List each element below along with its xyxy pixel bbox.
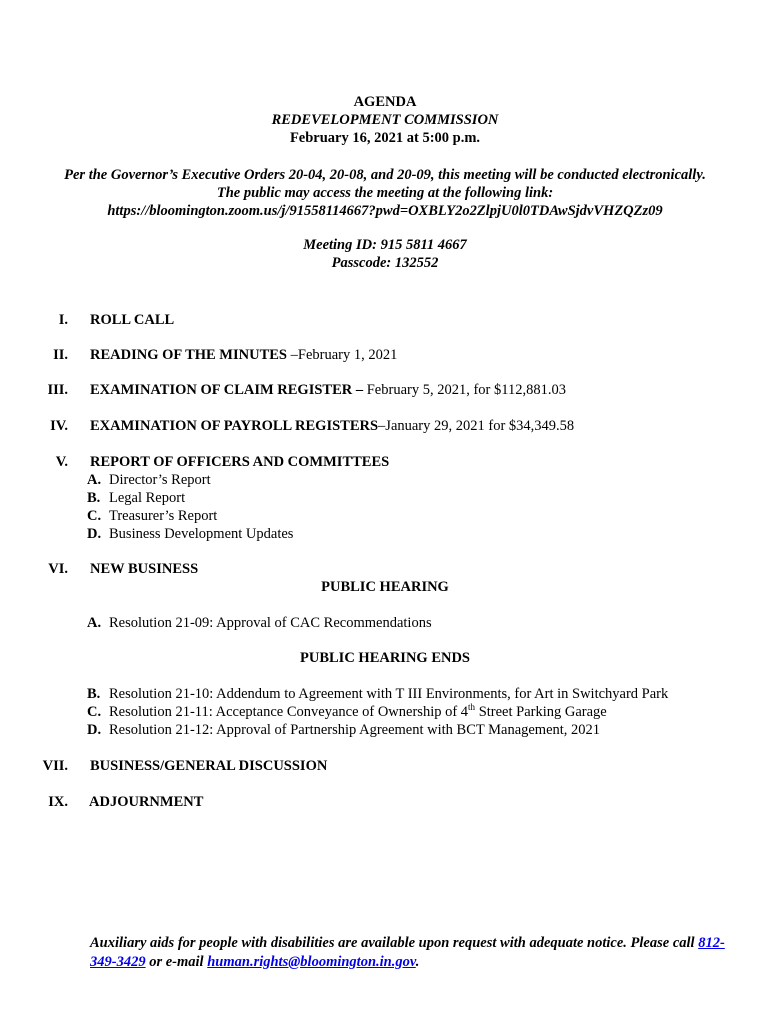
item-number: II. <box>53 347 68 363</box>
sub-item-resolution-21-10 <box>87 685 668 703</box>
sub-item-letter: D. <box>87 526 102 542</box>
ordinal-suffix: th <box>468 702 476 713</box>
meeting-date: February 16, 2021 at 5:00 p.m. <box>289 130 481 146</box>
item-title: BUSINESS/GENERAL DISCUSSION <box>90 758 328 774</box>
item-number: VI. <box>48 561 68 577</box>
meeting-id: Meeting ID: 915 5811 4667 <box>303 237 467 253</box>
item-number: V. <box>55 454 68 470</box>
item-title: READING OF THE MINUTES <box>90 347 287 363</box>
zoom-link[interactable]: https://bloomington.zoom.us/j/91558114667?pwd=OXBLY2o2ZlpjU0l0TDAwSjdvVHZQZz09 <box>107 203 663 219</box>
sub-item-text: Director’s Report <box>109 472 211 488</box>
sub-item-letter: C. <box>87 508 102 524</box>
notice-text-email: or e-mail <box>145 953 208 970</box>
sub-item-legal-report <box>87 489 185 507</box>
agenda-title: AGENDA <box>353 94 417 110</box>
sub-item-letter: A. <box>87 615 102 631</box>
item-title: ROLL CALL <box>90 312 175 328</box>
sub-item-letter: C. <box>87 704 102 720</box>
electronic-meeting-notice <box>0 166 770 220</box>
meeting-passcode: Passcode: 132552 <box>331 255 439 271</box>
email-link[interactable]: human.rights@bloomington.in.gov <box>207 953 416 970</box>
item-number: IX. <box>48 794 68 810</box>
item-title: REPORT OF OFFICERS AND COMMITTEES <box>90 454 390 470</box>
public-hearing-heading: PUBLIC HEARING <box>321 579 449 595</box>
public-access-line: The public may access the meeting at the following link: <box>216 185 554 201</box>
item-title: EXAMINATION OF CLAIM REGISTER – <box>90 382 364 398</box>
sub-item-text: Resolution 21-12: Approval of Partnership Agreement with BCT Management, 2021 <box>109 722 601 738</box>
notice-text: Auxiliary aids for people with disabilities are available upon request with adequate notice. Please call <box>90 935 699 951</box>
executive-orders-line: Per the Governor’s Executive Orders 20-04, 20-08, and 20-09, this meeting will be conducted electronically. <box>64 167 706 183</box>
public-hearing-ends-heading: PUBLIC HEARING ENDS <box>300 650 470 666</box>
item-detail: –January 29, 2021 for $34,349.58 <box>378 418 575 434</box>
item-number: III. <box>47 382 68 398</box>
sub-item-text-end: Street Parking Garage <box>475 704 607 720</box>
item-number: I. <box>58 312 68 328</box>
item-title: NEW BUSINESS <box>90 561 199 577</box>
meeting-credentials <box>0 236 770 272</box>
agenda-header <box>0 93 770 147</box>
sub-item-letter: B. <box>87 686 101 702</box>
sub-item-letter: D. <box>87 722 102 738</box>
item-detail: February 5, 2021, for $112,881.03 <box>363 382 566 398</box>
sub-item-resolution-21-12 <box>87 721 600 739</box>
sub-item-text: Resolution 21-09: Approval of CAC Recommendations <box>109 615 432 631</box>
commission-name: REDEVELOPMENT COMMISSION <box>271 112 499 128</box>
sub-item-directors-report <box>87 471 211 489</box>
sub-item-letter: B. <box>87 490 101 506</box>
sub-item-text: Business Development Updates <box>109 526 294 542</box>
sub-item-treasurers-report <box>87 507 217 525</box>
item-number: VII. <box>42 758 68 774</box>
item-title: ADJOURNMENT <box>89 794 204 810</box>
sub-item-resolution-21-11 <box>87 703 607 721</box>
item-detail: –February 1, 2021 <box>287 347 398 363</box>
notice-text-end: . <box>415 953 420 970</box>
accessibility-notice <box>90 934 730 971</box>
sub-item-resolution-21-09 <box>87 614 432 632</box>
sub-item-text: Resolution 21-10: Addendum to Agreement with T III Environments, for Art in Switchyard Park <box>109 686 669 702</box>
sub-item-text: Resolution 21-11: Acceptance Conveyance of Ownership of 4 <box>109 704 469 720</box>
phone-link[interactable]: 812-349-3429 <box>90 935 725 970</box>
item-title: EXAMINATION OF PAYROLL REGISTERS <box>90 418 379 434</box>
sub-item-text: Legal Report <box>109 490 186 506</box>
sub-item-letter: A. <box>87 472 102 488</box>
sub-item-business-development <box>87 525 293 543</box>
sub-item-text: Treasurer’s Report <box>109 508 218 524</box>
item-number: IV. <box>50 418 68 434</box>
